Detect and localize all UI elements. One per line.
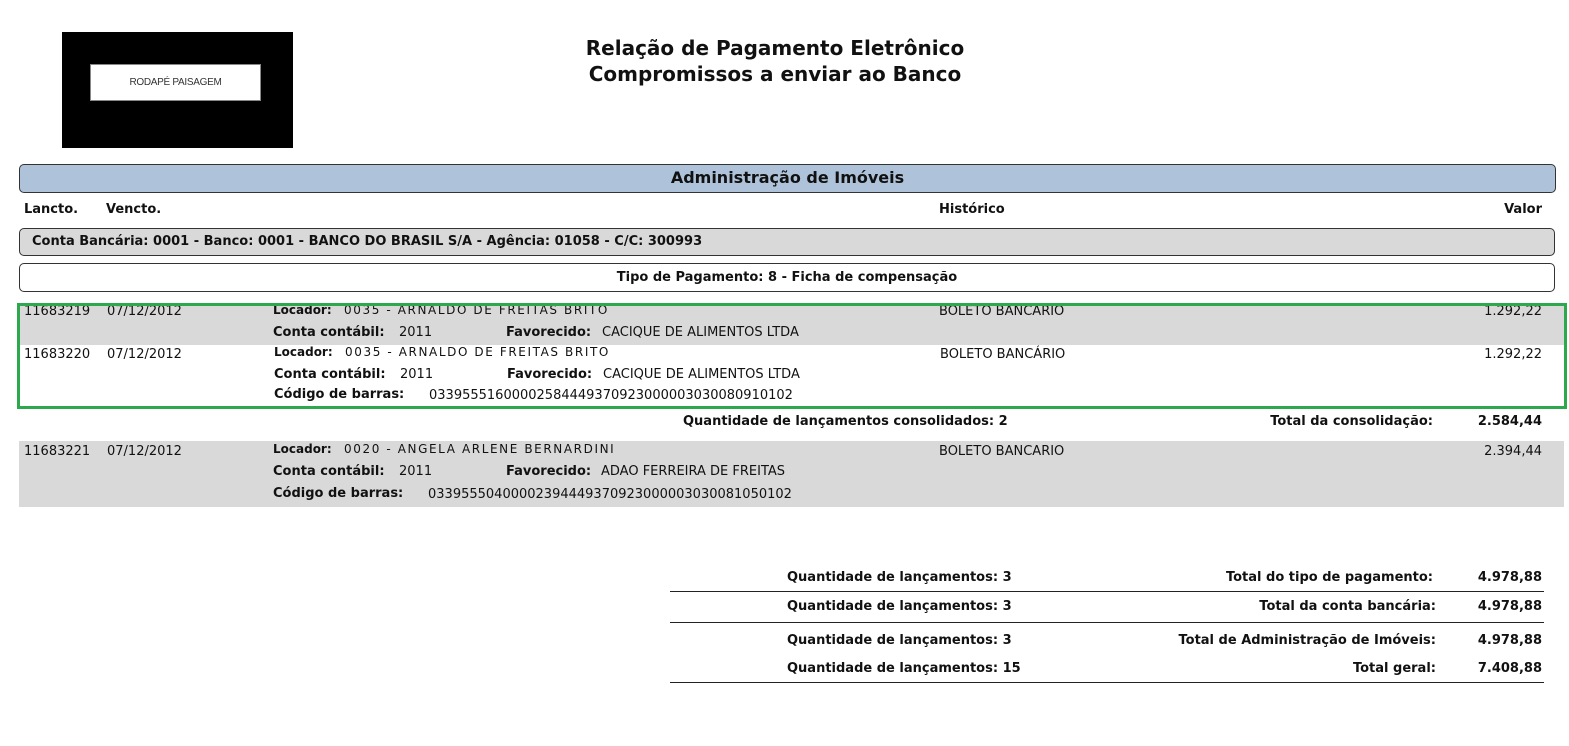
entry-historico: BOLETO BANCARIO bbox=[939, 304, 1065, 319]
column-header-valor: Valor bbox=[1504, 202, 1542, 217]
favorecido-label: Favorecido: bbox=[506, 325, 592, 340]
summary-count: Quantidade de lançamentos: 3 bbox=[787, 570, 1012, 585]
summary-count: Quantidade de lançamentos: 3 bbox=[787, 633, 1012, 648]
section-banner: Administração de Imóveis bbox=[19, 164, 1556, 193]
column-header-vencto: Vencto. bbox=[106, 202, 162, 217]
summary-value: 7.408,88 bbox=[1477, 661, 1542, 676]
summary-label: Total de Administração de Imóveis: bbox=[1178, 633, 1436, 648]
summary-label: Total geral: bbox=[1352, 661, 1436, 676]
divider bbox=[670, 622, 1544, 623]
summary-count: Quantidade de lançamentos: 15 bbox=[787, 661, 1021, 676]
entry-historico: BOLETO BANCÁRIO bbox=[940, 347, 1066, 362]
entry-vencto: 07/12/2012 bbox=[107, 304, 182, 319]
summary-label: Total da conta bancária: bbox=[1259, 599, 1436, 614]
column-header-historico: Histórico bbox=[939, 202, 1005, 217]
consolidation-highlight-frame bbox=[17, 303, 1567, 409]
summary-value: 4.978,88 bbox=[1477, 570, 1542, 585]
entry-lancto: 11683219 bbox=[24, 304, 91, 319]
entry-conta-contabil: 2011 bbox=[400, 367, 434, 382]
locador-label: Locador: bbox=[273, 303, 332, 317]
entry-historico: BOLETO BANCARIO bbox=[939, 444, 1065, 459]
entry-vencto: 07/12/2012 bbox=[107, 444, 182, 459]
summary-count: Quantidade de lançamentos: 3 bbox=[787, 599, 1012, 614]
consolidated-count: Quantidade de lançamentos consolidados: 2 bbox=[683, 414, 1008, 429]
entry-favorecido: CACIQUE DE ALIMENTOS LTDA bbox=[603, 367, 800, 382]
summary-label: Total do tipo de pagamento: bbox=[1225, 570, 1433, 585]
favorecido-label: Favorecido: bbox=[507, 367, 593, 382]
favorecido-label: Favorecido: bbox=[506, 464, 592, 479]
entry-locador: 0035 - ARNALDO DE FREITAS BRITO bbox=[345, 345, 610, 359]
entry-codigo-barras: 03395551600002584449370923000003030080910102 bbox=[429, 388, 793, 403]
entry-valor: 2.394,44 bbox=[1484, 444, 1542, 459]
entry-lancto: 11683220 bbox=[24, 347, 91, 362]
codigo-barras-label: Código de barras: bbox=[273, 486, 404, 501]
entry-valor: 1.292,22 bbox=[1484, 347, 1542, 362]
entry-locador: 0020 - ANGELA ARLENE BERNARDINI bbox=[344, 442, 616, 456]
locador-label: Locador: bbox=[273, 442, 332, 456]
consolidation-total-value: 2.584,44 bbox=[1477, 414, 1542, 429]
conta-contabil-label: Conta contábil: bbox=[274, 367, 386, 382]
page-title: Relação de Pagamento Eletrônico bbox=[585, 36, 965, 60]
entry-codigo-barras: 03395550400002394449370923000003030081050102 bbox=[428, 487, 792, 502]
page-subtitle: Compromissos a enviar ao Banco bbox=[588, 62, 962, 86]
summary-value: 4.978,88 bbox=[1477, 633, 1542, 648]
codigo-barras-label: Código de barras: bbox=[274, 387, 405, 402]
payment-type-bar: Tipo de Pagamento: 8 - Ficha de compensação bbox=[19, 263, 1555, 292]
entry-conta-contabil: 2011 bbox=[399, 464, 433, 479]
entry-conta-contabil: 2011 bbox=[399, 325, 433, 340]
entry-favorecido: ADAO FERREIRA DE FREITAS bbox=[601, 464, 786, 479]
locador-label: Locador: bbox=[274, 345, 333, 359]
entry-valor: 1.292,22 bbox=[1484, 304, 1542, 319]
conta-contabil-label: Conta contábil: bbox=[273, 325, 385, 340]
conta-contabil-label: Conta contábil: bbox=[273, 464, 385, 479]
entry-lancto: 11683221 bbox=[24, 444, 91, 459]
consolidation-total-label: Total da consolidação: bbox=[1270, 414, 1433, 429]
entry-locador: 0035 - ARNALDO DE FREITAS BRITO bbox=[344, 303, 609, 317]
divider bbox=[670, 682, 1544, 683]
entry-favorecido: CACIQUE DE ALIMENTOS LTDA bbox=[602, 325, 799, 340]
company-logo bbox=[62, 32, 293, 148]
summary-value: 4.978,88 bbox=[1477, 599, 1542, 614]
logo-label: RODAPÉ PAISAGEM bbox=[90, 64, 261, 101]
column-header-lancto: Lancto. bbox=[24, 202, 79, 217]
divider bbox=[670, 591, 1544, 592]
entry-vencto: 07/12/2012 bbox=[107, 347, 182, 362]
bank-account-bar: Conta Bancária: 0001 - Banco: 0001 - BANCO DO BRASIL S/A - Agência: 01058 - C/C: 300993 bbox=[19, 228, 1555, 256]
